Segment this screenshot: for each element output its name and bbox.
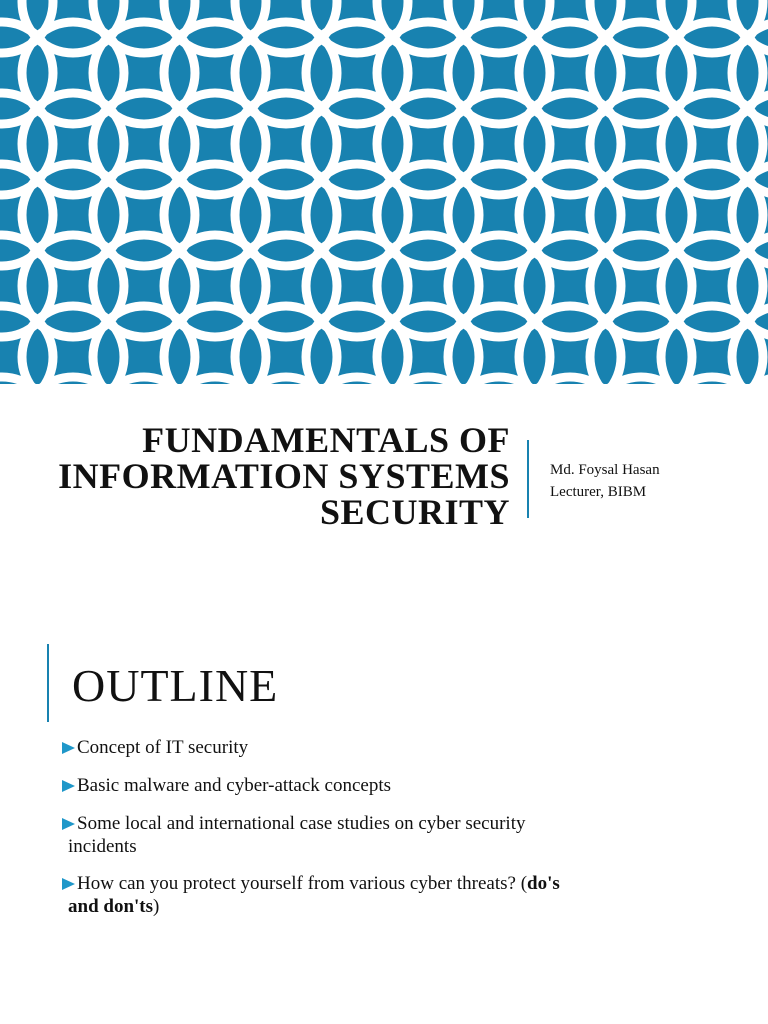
author-role: Lecturer, BIBM: [550, 484, 647, 500]
bullet-bold-continuation: and don'ts: [68, 896, 154, 917]
decorative-pattern: [0, 0, 768, 384]
title-line-2: INFORMATION SYSTEMS: [58, 456, 510, 496]
bullet-text: Concept of IT security: [77, 737, 249, 758]
outline-slide: [0, 576, 768, 1024]
bullet-closing-paren: ): [153, 896, 160, 917]
bullet-text: Some local and international case studies on cyber security: [77, 813, 526, 834]
presentation-title: [20, 422, 510, 530]
title-line-3: SECURITY: [319, 492, 510, 532]
title-divider: [527, 440, 529, 518]
bullet-text-continuation: [68, 895, 662, 918]
author-info: [550, 459, 660, 503]
arrow-bullet-icon: [62, 780, 75, 792]
interlocking-circles-pattern: [0, 0, 768, 384]
bullet-text-continuation: incidents: [68, 836, 137, 857]
list-item: [62, 872, 662, 918]
outline-list: [62, 736, 662, 933]
bullet-text: Basic malware and cyber-attack concepts: [77, 775, 392, 796]
arrow-bullet-icon: [62, 742, 75, 754]
outline-heading: OUTLINE: [72, 660, 279, 711]
bullet-text: How can you protect yourself from various cyber threats? (: [77, 873, 528, 894]
author-name: Md. Foysal Hasan: [550, 462, 660, 478]
heading-accent-bar: [47, 644, 49, 722]
arrow-bullet-icon: [62, 878, 75, 890]
list-item: [62, 736, 662, 759]
title-line-1: FUNDAMENTALS OF: [142, 420, 510, 460]
bullet-bold-text: do's: [527, 873, 560, 894]
list-item: [62, 774, 662, 797]
list-item: [62, 812, 662, 858]
arrow-bullet-icon: [62, 818, 75, 830]
